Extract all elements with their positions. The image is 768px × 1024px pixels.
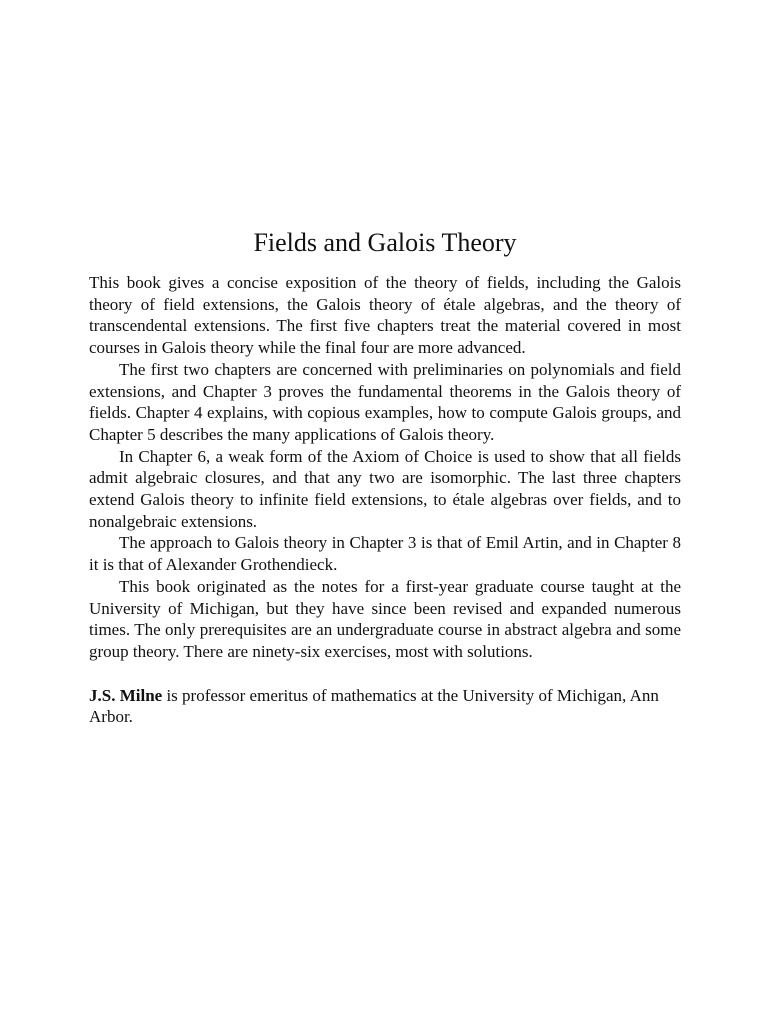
paragraph-later-chapters: In Chapter 6, a weak form of the Axiom of Choice is used to show that all fields admit algebraic closures, and that any two are isomorphic. The last three chapters extend Galois theory to infinite field extensions, to étale algebras over fields, and to nonalgebraic extensions. bbox=[89, 446, 681, 531]
book-description-page bbox=[89, 226, 681, 728]
paragraph-early-chapters: The first two chapters are concerned with preliminaries on polynomials and field extensions, and Chapter 3 proves the fundamental theorems in the Galois theory of fields. Chapter 4 explains, with copious examples, how to compute Galois groups, and Chapter 5 describes the many applications of Galois theory. bbox=[89, 359, 681, 444]
paragraph-approach: The approach to Galois theory in Chapter 3 is that of Emil Artin, and in Chapter 8 it is that of Alexander Grothendieck. bbox=[89, 533, 681, 575]
author-bio bbox=[89, 685, 681, 728]
paragraph-origin: This book originated as the notes for a first-year graduate course taught at the University of Michigan, but they have since been revised and expanded numerous times. The only prerequisites are an undergraduate course in abstract algebra and some group theory. There are ninety-six exercises, most with solutions. bbox=[89, 576, 681, 661]
author-description: is professor emeritus of mathematics at the University of Michigan, Ann Arbor. bbox=[89, 685, 659, 727]
paragraph-overview: This book gives a concise exposition of the theory of fields, including the Galois theory of field extensions, the Galois theory of étale algebras, and the theory of transcendental extensions. The first five chapters treat the material covered in most courses in Galois theory while the final four are more advanced. bbox=[89, 273, 681, 358]
author-name: J.S. Milne bbox=[89, 685, 163, 705]
book-title: Fields and Galois Theory bbox=[253, 228, 517, 257]
